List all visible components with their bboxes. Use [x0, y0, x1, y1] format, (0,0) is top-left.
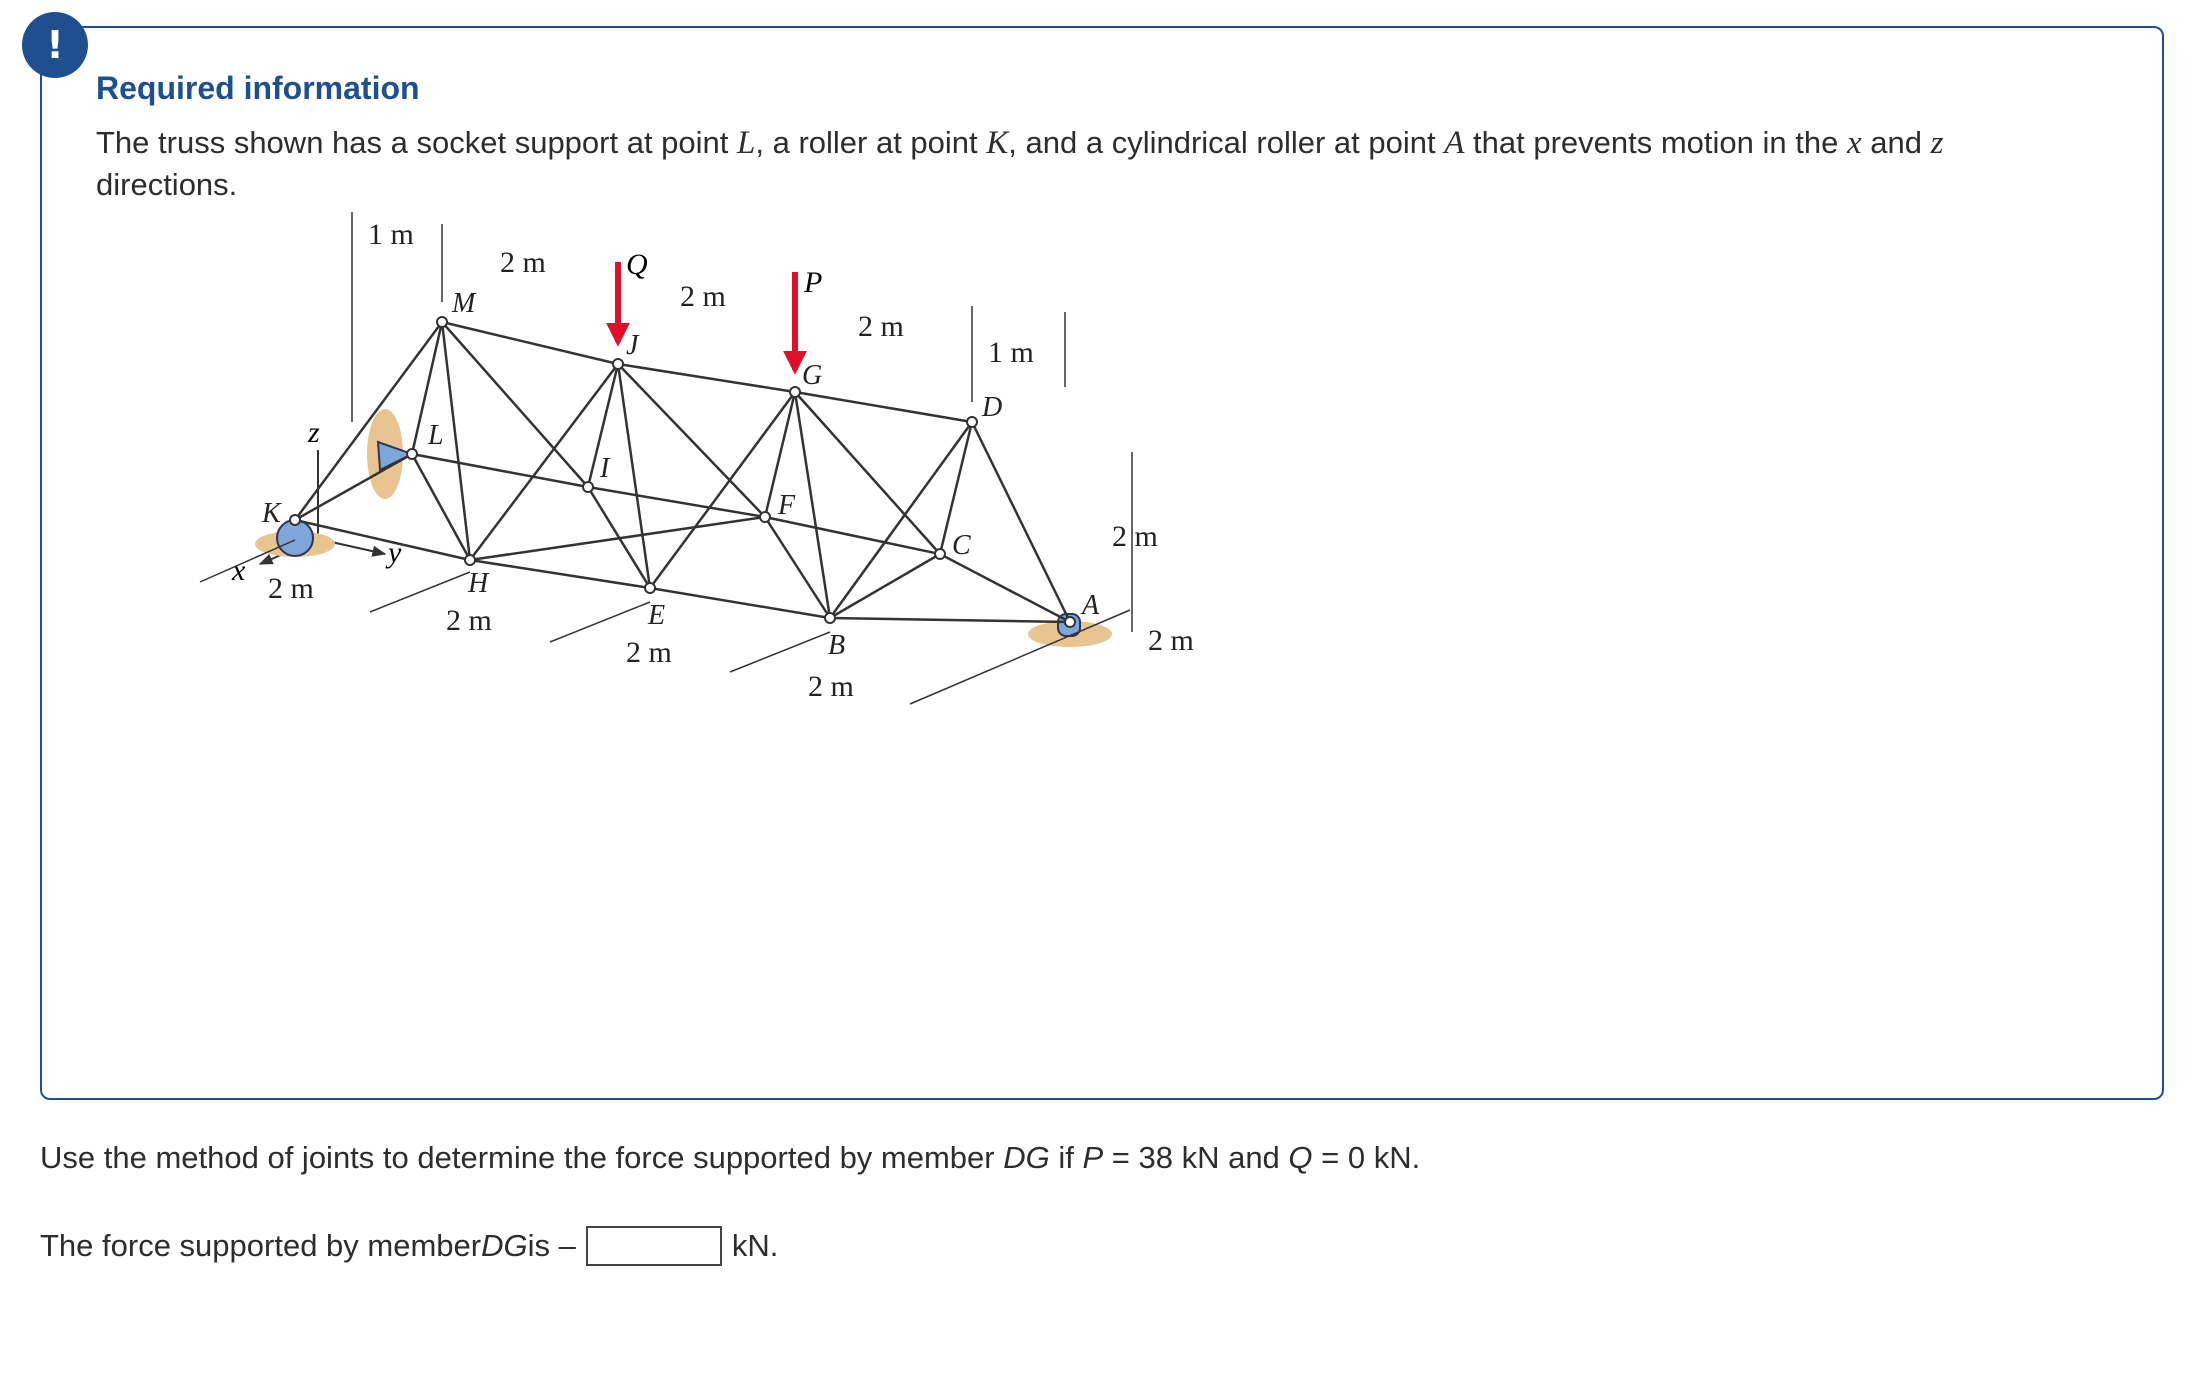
- joint-label-G: G: [802, 360, 823, 391]
- joint-label-H: H: [468, 568, 489, 599]
- axis-y-label: y: [388, 536, 402, 569]
- joint-label-F: F: [778, 490, 796, 521]
- answer-row: [40, 1226, 778, 1266]
- truss-members: [295, 322, 1070, 622]
- load-label-Q: Q: [626, 248, 648, 281]
- dim-top-2m-3: 2 m: [858, 310, 904, 343]
- joint-label-C: C: [952, 530, 971, 561]
- joint-label-E: E: [648, 600, 666, 631]
- dim-bottom-2m-2: 2 m: [446, 604, 492, 637]
- joint-label-D: D: [982, 392, 1003, 423]
- dim-bottom-2m-1: 2 m: [268, 572, 314, 605]
- dim-top-1m-right: 1 m: [988, 336, 1034, 369]
- dim-height-2m: 2 m: [1112, 520, 1158, 553]
- dim-bottom-2m-3: 2 m: [626, 636, 672, 669]
- info-title: Required information: [96, 70, 420, 106]
- dim-top-2m-1: 2 m: [500, 246, 546, 279]
- load-label-P: P: [804, 266, 823, 299]
- joint-label-L: L: [428, 420, 444, 451]
- answer-prefix: The force supported by member: [40, 1228, 482, 1263]
- dim-top-2m-2: 2 m: [680, 280, 726, 313]
- joint-label-A: A: [1082, 590, 1100, 621]
- answer-unit: kN.: [731, 1228, 779, 1263]
- dim-width-2m: 2 m: [1148, 624, 1194, 657]
- axis-x-label: x: [232, 554, 246, 587]
- joint-label-M: M: [452, 288, 476, 319]
- alert-icon: !: [22, 12, 88, 78]
- joint-label-J: J: [626, 330, 639, 361]
- info-description: The truss shown has a socket support at point L, a roller at point K, and a cylindrical roller at point A that prevents motion in the x and z directions.: [96, 125, 1944, 202]
- joint-label-I: I: [600, 453, 610, 484]
- joint-label-K: K: [262, 498, 281, 529]
- support-L: [367, 409, 412, 499]
- truss-diagram: [190, 218, 1800, 1052]
- answer-member: DG: [481, 1228, 528, 1263]
- answer-input[interactable]: [586, 1226, 722, 1266]
- joint-label-B: B: [828, 630, 846, 661]
- dim-top-1m-left: 1 m: [368, 218, 414, 251]
- dim-bottom-2m-4: 2 m: [808, 670, 854, 703]
- truss-figure: [190, 218, 1800, 1052]
- joint-markers: [290, 317, 1075, 627]
- axis-z-label: z: [308, 416, 320, 449]
- answer-sign: is –: [527, 1228, 576, 1263]
- question-text: Use the method of joints to determine the force supported by member DG if P = 38 kN and Q = 0 kN.: [40, 1140, 1421, 1175]
